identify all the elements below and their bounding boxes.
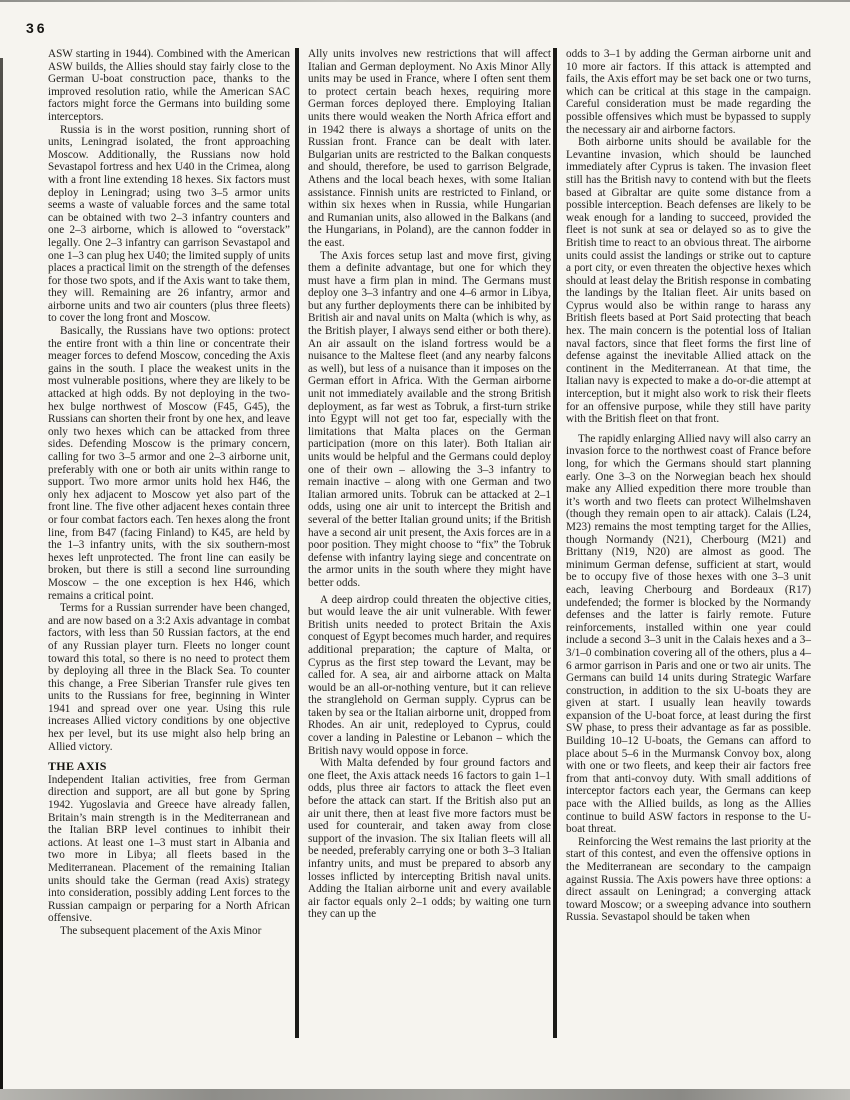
section-heading-the-axis: THE AXIS	[48, 759, 107, 774]
text-column-2	[308, 48, 551, 921]
scan-edge-left	[0, 58, 3, 1094]
scan-edge-bottom	[0, 1089, 850, 1100]
paragraph-russia-position: Russia is in the worst position, running short of units, Leningrad isolated, the front approaching Moscow. Additionally, the Russians now hold Sevastapol fortress and hex U40 in the Crimea, along with a front line extending 18 hexes. Six factors must deploy in Leningrad; using two 3–5 armor units seems a waste of valuable forces and the same total can be obtained with two 2–3 infantry counters and one 2–3 airborne, which is allowed to “overstack” legally. One 2–3 infantry can garrison Sevastapol and one 1–3 can plug hex U40; the limited supply of units places a practical limit on the strength of the defenses for those two spots, and if the Axis want to take them, they will. Remaining are 26 infantry, armor and airborne units and two air counters (plus three fleets) to cover the long front and Moscow.	[48, 123, 290, 325]
column-divider-rule-left	[295, 48, 299, 1038]
paragraph-axis-minor-lead: The subsequent placement of the Axis Minor	[60, 924, 262, 937]
paragraph-levantine-invasion: Both airborne units should be available for the Levantine invasion, which should be launched immediately after Cyprus is taken. The invasion fleet still has the British navy to contend with but the fleets based at Gibraltar are quite some distance from a possible interception. Beach defenses are likely to be weak enough for a landing to succeed, provided the fleet is not sunk at sea or delayed so as to give the British time to react to an obvious threat. The airborne units could assist the landings or strike out to capture a port city, or even threaten the objective hexes which should at least delay the British response in combating the landings by the Italian fleet. Air units based on Cyprus would also be within range to harass any British fleets based at Port Said protecting that beach hex. The main concern is the potential loss of Italian naval factors, since that fleet forms the first line of defense against the inevitable Allied attack on the continent in the Mediterranean. At that time, the Italian navy is expected to make a do-or-die attempt at interception, but it might also work to risk their fleets for an offensive purpose, while they still have parity with the British fleet on that front.	[566, 136, 811, 426]
paragraph-asw-continuation: ASW starting in 1944). Combined with the American ASW builds, the Allies should stay fairly close to the German U-boat construction pace, thanks to the improved resolution ratio, while the American SAC factors might force the Germans into building some interceptors.	[48, 48, 290, 123]
paragraph-ally-restrictions: Ally units involves new restrictions that will affect Italian and German deployment. No Axis Minor Ally units may be used in France, where I often sent them to protect certain beach hexes, requiring more German forces deployed there. Employing Italian units there would weaken the North Africa effort and in 1942 there is always a shortage of units on the Russian front. France can be dealt with later. Bulgarian units are restricted to the Balkan conquests and should, therefore, be used to garrison Belgrade, Athens and the local beach hexes, with some Italian assistance. Finnish units are restricted to Finland, or within six hexes when in Russia, while Hungarian and Rumanian units, also allowed in the Balkans (and the Hungarians, in Poland), are the cannon fodder in the east.	[308, 48, 551, 249]
paragraph-deep-airdrop: A deep airdrop could threaten the objective cities, but would leave the air unit vulnerable. With fewer British units needed to protect Britain the Axis conquest of Egypt becomes much harder, and requires additional preparation; the capture of Malta, or Cyprus as the first step toward the Levant, may be called for. A sea, air and airborne attack on Malta would be an all-or-nothing venture, but it can relieve the stranglehold on German supply. Cyprus can be taken by sea or the Italian airborne unit, dropped from Rhodes. An air unit, redeployed to Cyprus, could cover a landing in Palestine or Lebanon – which the British navy would oppose in force.	[308, 593, 551, 757]
paragraph-axis-setup: The Axis forces setup last and move first, giving them a definite advantage, but one for which they must have a firm plan in mind. The Germans must deploy one 3–3 infantry and one 4–6 armor in Libya, but any further deployments there can be inhibited by British air and naval units on Malta (which is why, as the British player, I always send either or both there). An air assault on the island fortress would be a nuisance to the Maltese fleet (and any nearby falcons as well), but less of a nuisance than it imposes on the German effort in Africa. With the German airborne unit not immediately available and the strong British deployment, as far west as Tobruk, a first-turn strike into Egypt will not get too far, especially with the limitations that Malta places on the German participation (more on this later). Both Italian air units would be helpful and the Germans could deploy one of their own – allowing the 3–3 infantry to remain inactive – along with one German and two Italian armored units. Tobruk can be attacked at 2–1 odds, using one air unit to intercept the British and several of the better Italian ground units; if the British have a second air unit present, the Axis forces are in a poor position. They might choose to “fix” the Tobruk defense with infantry laying siege and concentrate on the armor units in the south where they might have better odds.	[308, 249, 551, 589]
paragraph-italian-activities: Independent Italian activities, free from German direction and support, are all but gone by Spring 1942. Yugoslavia and Greece have already fallen, Britain’s main strength is in the Mediterranean and the Italian BRP level continues to inhibit their actions. At least one 1–3 must start in Albania and two more in Libya; all fleets based in the Mediterranean. Placement of the remaining Italian units should take the German (read Axis) strategy into consideration, possibly adding Lent forces to the Russian campaign or perparing for a North African offensive.	[48, 773, 290, 925]
column-divider-rule-right	[553, 48, 557, 1038]
paragraph-reinforcing-west: Reinforcing the West remains the last priority at the start of this contest, and even the offensive options in the Mediterranean are secondary to the campaign against Russia. The Axis powers have three options: a direct assault on Leningrad; a converging attack toward Moscow; or a sweeping advance into southern Russia. Sevastapol should be taken when	[566, 835, 811, 924]
paragraph-allied-navy-west: The rapidly enlarging Allied navy will also carry an invasion force to the northwest coast of France before long, for which the Germans should start planning early. One 3–3 on the Norwegian beach hex should make any Allied expedition there more trouble than it’s worth and two fleets can protect Wilhelmshaven (though they remain open to air attack). Calais (L24, M23) remains the most tempting target for the Allies, though Normandy (N21), Cherbourg (M21) and Brittany (N19, N20) are almost as good. The minimum German defense, sufficient at start, would be to occupy five of those hexes with one 3–3 unit each, leaving Cherbourg and Bordeaux (R17) undefended; the former is blocked by the Normandy defenses and the latter is fairly remote. Future reinforcements, installed within one year could include a second 3–3 unit in the Calais hexes and a 3–3/1–0 combination covering all of the others, plus a 4–6 armor garrison in Paris and one or two air units. The Germans can build 14 units during Strategic Warfare construction, in addition to the six U-boats they are given at start. I usually lean heavily towards expansion of the U-boat force, at least during the first SW phase, to press their advantage as far as possible. Building 10–12 U-boats, the Gemans can afford to place about 5–6 in the Murmansk Convoy box, along with one or two fleets, and keep their air factors free from that anti-convoy duty. With small additions of interceptor factors each year, the Germans can keep pace with the Allied builds, as long as the Allies continue to build ASW factors in response to the U-boat threat.	[566, 432, 811, 836]
paragraph-malta-defense: With Malta defended by four ground factors and one fleet, the Axis attack needs 16 factors to gain 1–1 odds, plus three air factors to attack the fleet even before the attack can start. If the British also put an air unit there, then at least five more factors must be used for counterair, and taken away from close support of the invasion. The six Italian fleets will all be needed, preferably carrying one or both 3–3 Italian infantry units, and must be prepared to absorb any losses inflicted by intercepting British naval units. Adding the Italian airborne unit and every available air factor equals only 2–1 odds; by waiting one turn they can up the	[308, 757, 551, 921]
paragraph-russian-options: Basically, the Russians have two options: protect the entire front with a thin line or concentrate their meager forces to defend Moscow, conceding the Axis gains in the south. I place the weakest units in the most vulnerable positions, where they are likely to be attacked at high odds. By not deploying in the two-hex bulge northwest of Moscow (F45, G45), the Russians can shorten their front by one hex, and leave only two hexes which can be attacked from three sides. Defending Moscow is the primary concern, calling for two 3–5 armor and one 2–3 airborne unit, preferably with one or both air units within range to support. Two more armor units hold hex H46, the only hex adjacent to Moscow yet also part of the front line. The five other adjacent hexes contain three or four combat factors each. Ten hexes along the front line, from B47 (facing Finland) to K45, are held by the 1–3 infantry units, with the six southern-most hexes left unprotected. The front line can easily be broken, but there is still a second line surrounding Moscow – the one exception is hex H46, which remains a critical point.	[48, 325, 290, 602]
text-column-3	[566, 48, 811, 924]
page-number: 36	[26, 20, 48, 36]
paragraph-russian-surrender: Terms for a Russian surrender have been changed, and are now based on a 3:2 Axis advantage in combat factors, with less than 50 Russian factors, at the end of any Russian player turn. Fleets no longer count toward this total, so there is no need to protect them by deploying all three in the Black Sea. To counter this change, a Free Siberian Transfer rule gives ten units to the Russians for free, beginning in Winter 1941 and spread over one year. Using this rule increases Allied victory conditions by one objective hex per level, but its use might also help bring an Allied victory.	[48, 602, 290, 753]
text-column-1	[48, 48, 290, 938]
scan-edge-top	[0, 0, 850, 2]
paragraph-odds-continuation: odds to 3–1 by adding the German airborne unit and 10 more air factors. If this attack is attempted and fails, the Axis effort may be set back one or two turns, which can be critical at this stage in the campaign. Careful consideration must be made regarding the possible offensives which must be bypassed to supply the necessary air and airborne factors.	[566, 48, 811, 136]
